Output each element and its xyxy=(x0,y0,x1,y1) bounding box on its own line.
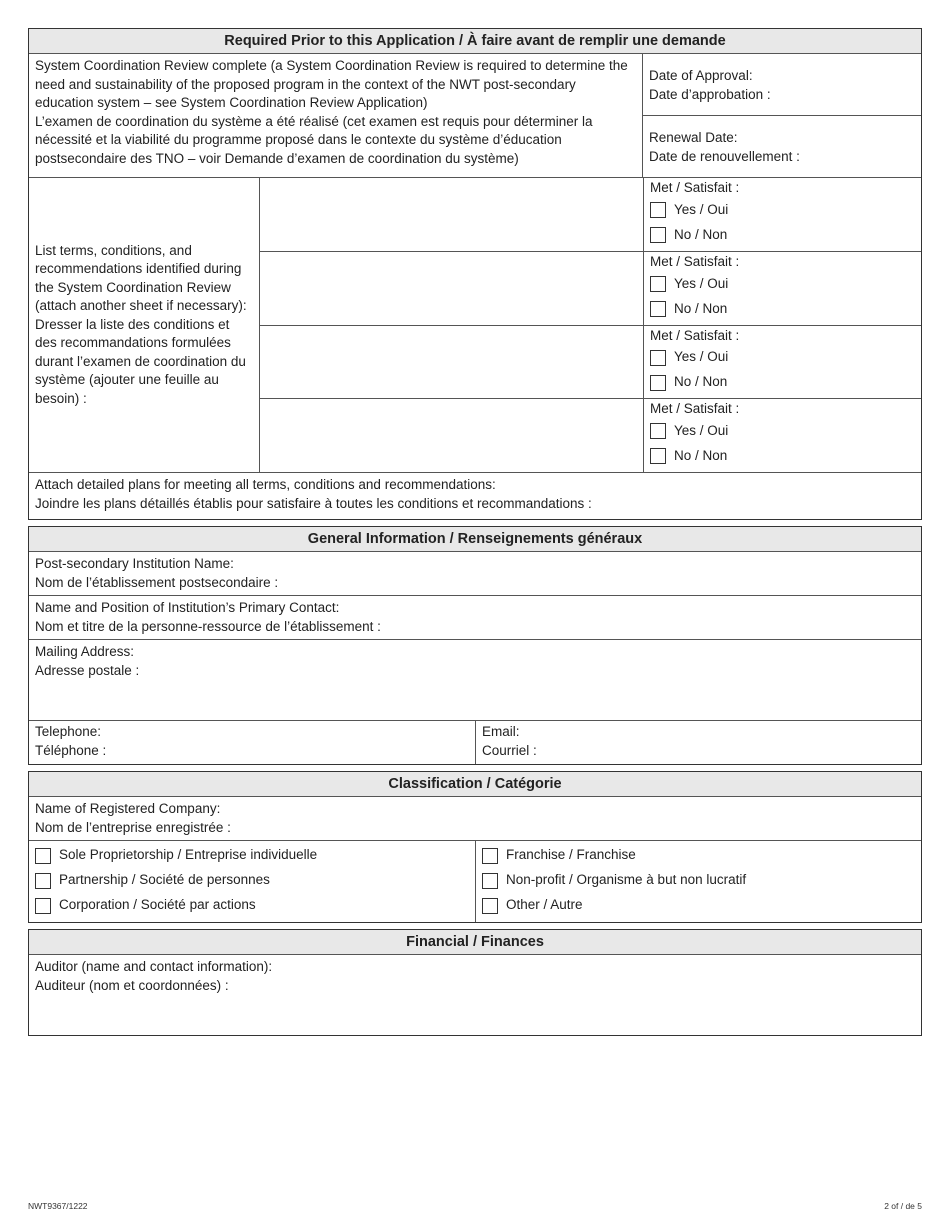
company-label-en: Name of Registered Company: xyxy=(35,801,221,816)
financial-section xyxy=(28,929,922,1036)
conditions-row xyxy=(29,178,921,473)
renewal-label-fr: Date de renouvellement : xyxy=(649,148,800,164)
met-no-option[interactable] xyxy=(650,444,915,469)
met-label: Met / Satisfait : xyxy=(650,327,740,343)
review-text xyxy=(29,54,643,177)
institution-name-field[interactable] xyxy=(29,552,921,595)
mailing-label-fr: Adresse postale : xyxy=(35,662,140,678)
phone-email-row xyxy=(29,721,921,764)
approval-date-field[interactable] xyxy=(643,54,921,116)
primary-contact-field[interactable] xyxy=(29,596,921,639)
met-yes-label: Yes / Oui xyxy=(674,201,729,217)
mailing-row xyxy=(29,640,921,721)
mailing-label-en: Mailing Address: xyxy=(35,644,135,659)
non-profit-label: Non-profit / Organisme à but non lucratif xyxy=(506,872,747,888)
institution-row xyxy=(29,552,921,596)
contact-label-en: Name and Position of Institution’s Primary Contact: xyxy=(35,600,340,615)
required-section xyxy=(28,28,922,520)
form-page xyxy=(28,28,922,1042)
met-label: Met / Satisfait : xyxy=(650,180,740,195)
sole-proprietorship-label: Sole Proprietorship / Entreprise individuelle xyxy=(59,847,318,863)
met-yes-checkbox[interactable] xyxy=(650,423,666,439)
form-number: NWT9367/1222 xyxy=(28,1201,88,1211)
met-no-checkbox[interactable] xyxy=(650,375,666,391)
classification-header: Classification / Catégorie xyxy=(29,772,921,797)
franchise-checkbox[interactable] xyxy=(482,848,498,864)
review-row xyxy=(29,54,921,178)
met-no-checkbox[interactable] xyxy=(650,301,666,317)
met-no-label: No / Non xyxy=(674,448,728,463)
partnership-checkbox[interactable] xyxy=(35,873,51,889)
company-label-fr: Nom de l’entreprise enregistrée : xyxy=(35,819,231,835)
attach-plans-field[interactable] xyxy=(29,473,921,519)
met-no-option[interactable] xyxy=(650,370,915,395)
required-header: Required Prior to this Application / À faire avant de remplir une demande xyxy=(29,29,921,54)
partnership-option[interactable] xyxy=(35,868,469,893)
met-label: Met / Satisfait : xyxy=(650,253,740,269)
franchise-label: Franchise / Franchise xyxy=(506,847,636,863)
review-en: System Coordination Review complete (a System Coordination Review is required to determine the need and sustainability of the proposed program in the context of the NWT post-secondary education system – see System Coordination Review Application) xyxy=(35,58,628,110)
contact-label-fr: Nom et titre de la personne-ressource de l’établissement : xyxy=(35,618,381,634)
other-option[interactable] xyxy=(482,893,915,918)
other-label: Other / Autre xyxy=(506,897,583,913)
partnership-label: Partnership / Société de personnes xyxy=(59,872,270,888)
met-no-label: No / Non xyxy=(674,374,728,390)
attach-en: Attach detailed plans for meeting all terms, conditions and recommendations: xyxy=(35,477,496,492)
condition-input[interactable] xyxy=(260,326,644,399)
condition-row xyxy=(260,399,921,472)
conditions-instructions xyxy=(29,178,260,472)
franchise-option[interactable] xyxy=(482,843,915,868)
met-yes-checkbox[interactable] xyxy=(650,276,666,292)
met-no-checkbox[interactable] xyxy=(650,227,666,243)
met-no-checkbox[interactable] xyxy=(650,448,666,464)
non-profit-checkbox[interactable] xyxy=(482,873,498,889)
telephone-field[interactable] xyxy=(29,721,476,764)
sole-proprietorship-checkbox[interactable] xyxy=(35,848,51,864)
review-dates xyxy=(643,54,921,177)
auditor-field[interactable] xyxy=(29,955,921,1035)
renewal-label-en: Renewal Date: xyxy=(649,130,738,145)
met-no-option[interactable] xyxy=(650,296,915,321)
sole-proprietorship-option[interactable] xyxy=(35,843,469,868)
met-yes-option[interactable] xyxy=(650,271,915,296)
phone-label-fr: Téléphone : xyxy=(35,742,107,758)
auditor-label-fr: Auditeur (nom et coordonnées) : xyxy=(35,977,229,993)
attach-fr: Joindre les plans détaillés établis pour satisfaire à toutes les conditions et recommandations : xyxy=(35,495,592,511)
met-yes-label: Yes / Oui xyxy=(674,349,729,365)
condition-row xyxy=(260,178,921,252)
approval-label-en: Date of Approval: xyxy=(649,68,753,83)
met-no-label: No / Non xyxy=(674,226,728,242)
condition-input[interactable] xyxy=(260,399,644,472)
met-yes-option[interactable] xyxy=(650,198,915,223)
met-yes-label: Yes / Oui xyxy=(674,275,729,291)
general-header: General Information / Renseignements généraux xyxy=(29,527,921,552)
met-yes-option[interactable] xyxy=(650,419,915,444)
contact-row xyxy=(29,596,921,640)
met-yes-checkbox[interactable] xyxy=(650,202,666,218)
met-yes-label: Yes / Oui xyxy=(674,423,729,438)
condition-row xyxy=(260,326,921,400)
general-section xyxy=(28,526,922,765)
conditions-en: List terms, conditions, and recommendations identified during the System Coordination Review (attach another sheet if necessary): xyxy=(35,242,247,314)
classification-options-right xyxy=(476,841,921,922)
institution-label-fr: Nom de l’établissement postsecondaire : xyxy=(35,574,279,590)
condition-met xyxy=(644,252,921,325)
met-no-option[interactable] xyxy=(650,223,915,248)
financial-header: Financial / Finances xyxy=(29,930,921,955)
conditions-fr: Dresser la liste des conditions et des recommandations formulées durant l’examen de coordination du système (ajouter une feuille au besoin) : xyxy=(35,316,246,406)
classification-section xyxy=(28,771,922,923)
corporation-label: Corporation / Société par actions xyxy=(59,897,256,913)
registered-company-field[interactable] xyxy=(29,797,921,840)
review-fr: L’examen de coordination du système a été réalisé (cet examen est requis pour déterminer la nécessité et la viabilité du programme proposé dans le contexte du système d’éducation postsecondaire des TNO – voir Demande d’examen de coordination du système) xyxy=(35,113,593,166)
auditor-label-en: Auditor (name and contact information): xyxy=(35,959,273,974)
non-profit-option[interactable] xyxy=(482,868,915,893)
phone-label-en: Telephone: xyxy=(35,724,102,739)
page-number: 2 of / de 5 xyxy=(884,1201,922,1211)
attach-plans-row xyxy=(29,473,921,519)
condition-input[interactable] xyxy=(260,178,644,251)
condition-met xyxy=(644,399,921,472)
corporation-option[interactable] xyxy=(35,893,469,918)
auditor-row xyxy=(29,955,921,1035)
email-label-fr: Courriel : xyxy=(482,742,537,758)
conditions-list xyxy=(260,178,921,472)
email-label-en: Email: xyxy=(482,724,520,739)
condition-met xyxy=(644,178,921,251)
email-field[interactable] xyxy=(476,721,921,764)
approval-label-fr: Date d’approbation : xyxy=(649,86,771,102)
other-checkbox[interactable] xyxy=(482,898,498,914)
company-row xyxy=(29,797,921,841)
met-no-label: No / Non xyxy=(674,300,728,316)
condition-input[interactable] xyxy=(260,252,644,325)
condition-row xyxy=(260,252,921,326)
condition-met xyxy=(644,326,921,399)
met-label: Met / Satisfait : xyxy=(650,401,740,417)
mailing-address-field[interactable] xyxy=(29,640,921,720)
met-yes-checkbox[interactable] xyxy=(650,350,666,366)
classification-options-left xyxy=(29,841,476,922)
met-yes-option[interactable] xyxy=(650,345,915,370)
corporation-checkbox[interactable] xyxy=(35,898,51,914)
classification-options-row xyxy=(29,841,921,922)
renewal-date-field[interactable] xyxy=(643,116,921,177)
institution-label-en: Post-secondary Institution Name: xyxy=(35,556,234,571)
